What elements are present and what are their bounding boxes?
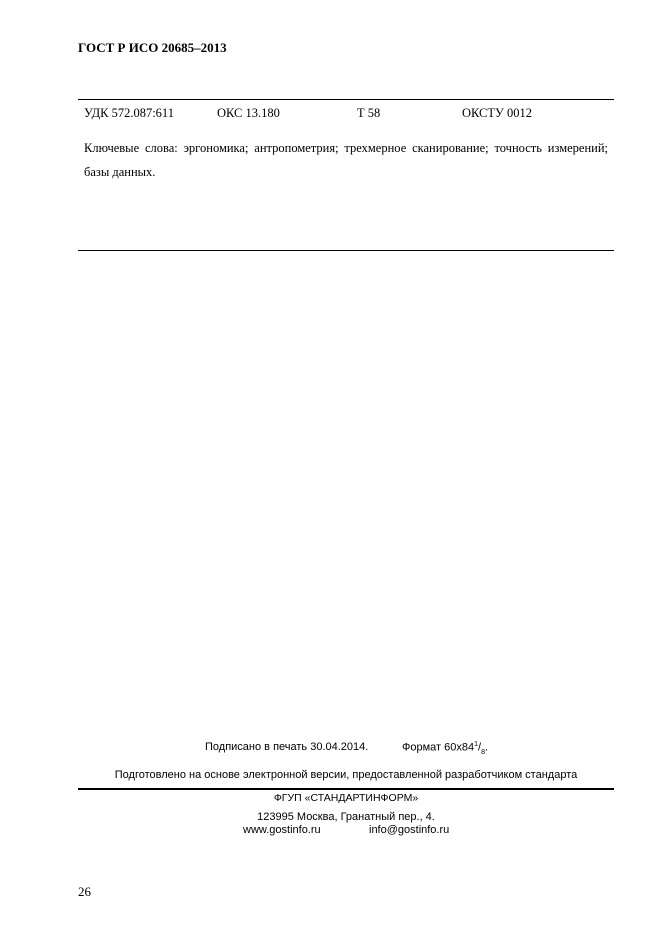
t-code: Т 58 xyxy=(357,106,381,120)
website-link[interactable]: www.gostinfo.ru xyxy=(243,824,321,836)
format-label: Формат 60x84 xyxy=(402,741,475,754)
publisher-name: ФГУП «СТАНДАРТИНФОРМ» xyxy=(273,792,419,804)
format-sup: 1 xyxy=(474,741,479,748)
oks-code: ОКС 13.180 xyxy=(217,106,280,120)
udk-code: УДК 572.087:611 xyxy=(84,106,174,120)
prepared-note: Подготовлено на основе электронной версии, предоставленной разработчиком стандарта xyxy=(114,769,578,781)
keywords-paragraph: Ключевые слова: эргономика; антропометрия; трехмерное сканирование; точность измерений; базы данных. xyxy=(84,141,608,179)
okstu-code: ОКСТУ 0012 xyxy=(462,106,533,120)
paper-format: Формат $60x84^1/_8$. xyxy=(402,741,489,756)
page-number: 26 xyxy=(78,884,91,899)
imprint-rule xyxy=(78,788,614,790)
document-header: ГОСТ Р ИСО 20685–2013 xyxy=(78,40,227,55)
email-link[interactable]: info@gostinfo.ru xyxy=(369,824,450,836)
format-sub: 8 xyxy=(481,748,485,756)
top-rule xyxy=(78,99,614,100)
publisher-address: 123995 Москва, Гранатный пер., 4. xyxy=(257,811,435,823)
bottom-rule xyxy=(78,250,614,251)
format-end: . xyxy=(484,741,489,754)
signed-date: Подписано в печать 30.04.2014. xyxy=(205,741,369,753)
